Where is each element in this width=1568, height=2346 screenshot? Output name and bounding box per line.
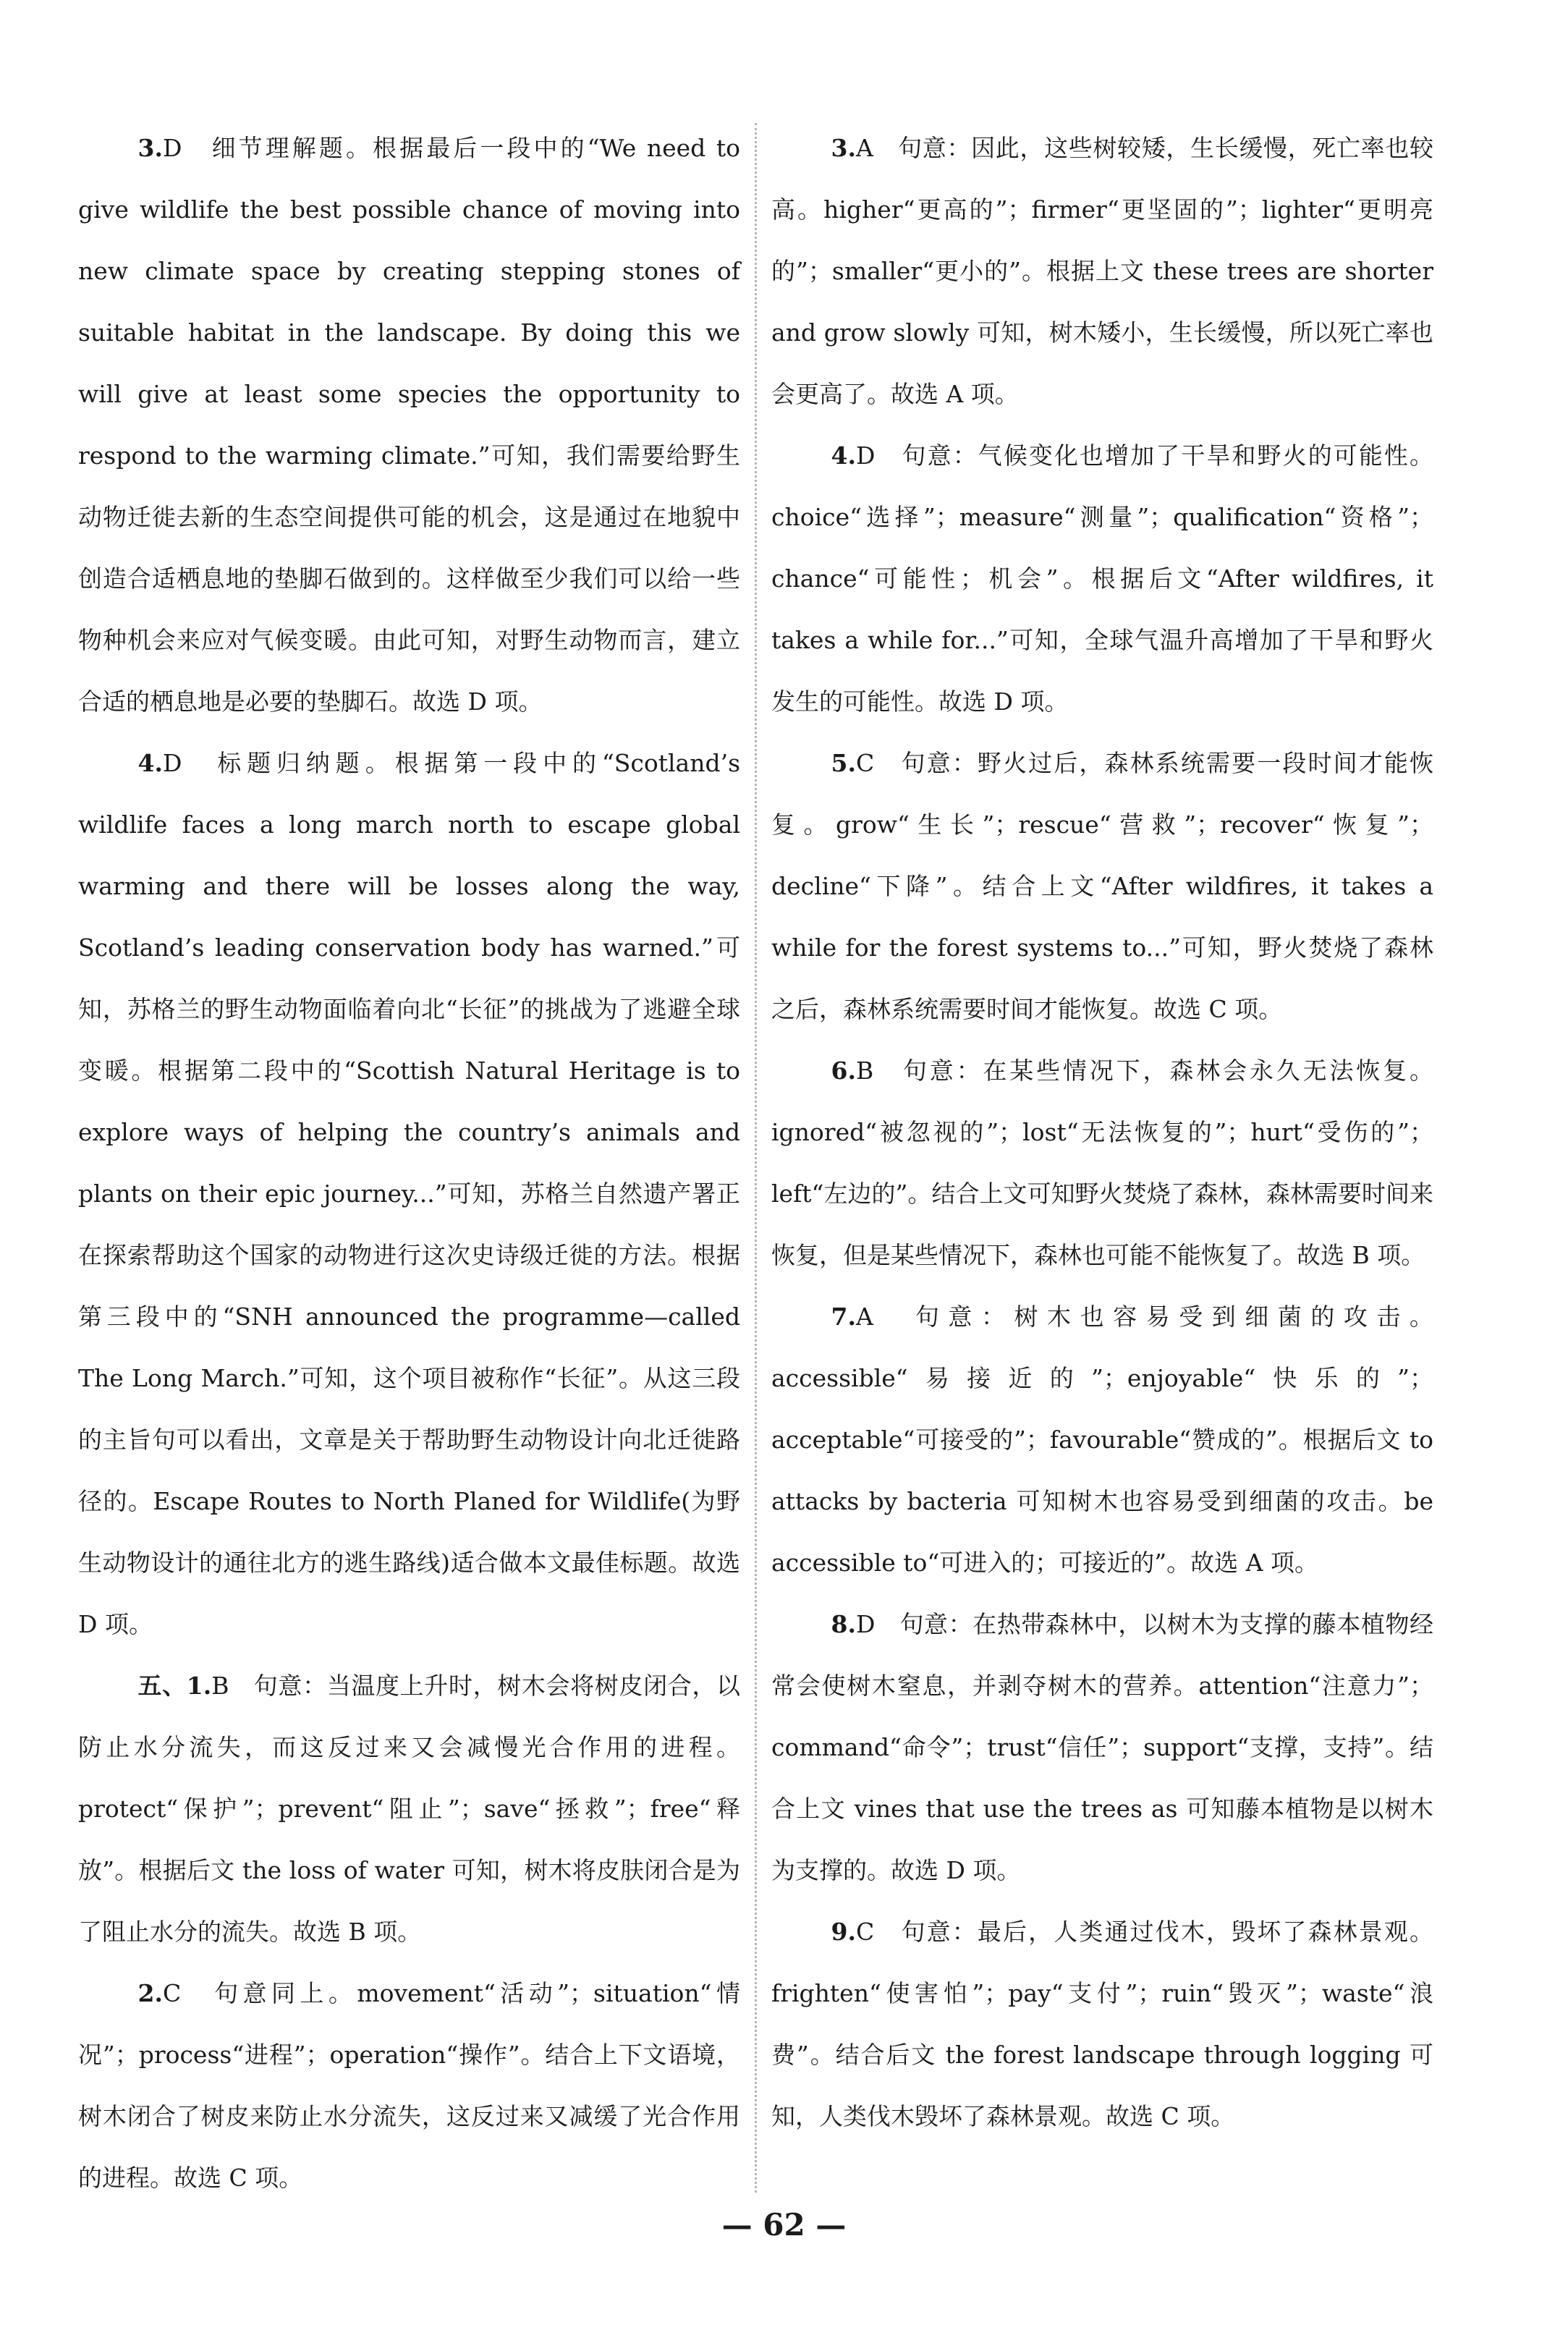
answer-paragraph [78,1655,740,1962]
item-number: 5. [831,749,856,777]
answer-paragraph [771,1040,1433,1286]
explanation-text: B 句意：当温度上升时，树木会将树皮闭合，以防止水分流失，而这反过来又会减慢光合作用的进程。protect“保护”；prevent“阻止”；save“拯救”；free“释放”。根据后文 the loss of water 可知，树木将皮肤闭合是为了阻止水分的流失。故选 B 项。 [78,1672,740,1946]
explanation-text: A 句意：树木也容易受到细菌的攻击。accessible“易接近的”；enjoyable“快乐的”；acceptable“可接受的”；favourable“赞成的”。根据后文 to attacks by bacteria 可知树木也容易受到细菌的攻击。be accessible to“可进入的；可接近的”。故选 A 项。 [771,1303,1433,1577]
item-number: 3. [831,134,856,162]
item-number: 9. [831,1918,856,1946]
answer-paragraph [771,1593,1433,1901]
answer-paragraph [771,1901,1433,2147]
explanation-text: C 句意：最后，人类通过伐木，毁坏了森林景观。frighten“使害怕”；pay“支付”；ruin“毁灭”；waste“浪费”。结合后文 the forest landscape through logging 可知，人类伐木毁坏了森林景观。故选 C 项。 [771,1918,1433,2130]
explanation-text: C 句意同上。movement“活动”；situation“情况”；process“进程”；operation“操作”。结合上下文语境，树木闭合了树皮来防止水分流失，这反过来又减缓了光合作用的进程。故选 C 项。 [78,1979,740,2192]
answer-paragraph [771,1286,1433,1593]
explanation-text: D 细节理解题。根据最后一段中的“We need to give wildlife the best possible chance of moving into new climate space by creating stepping stones of suitable habitat in the landscape. By doing this we will give at least some species the opportunity to respond to the warming climate.”可知，我们需要给野生动物迁徙去新的生态空间提供可能的机会，这是通过在地貌中创造合适栖息地的垫脚石做到的。这样做至少我们可以给一些物种机会来应对气候变暖。由此可知，对野生动物而言，建立合适的栖息地是必要的垫脚石。故选 D 项。 [78,134,740,716]
answer-paragraph [78,732,740,1655]
item-number: 7. [831,1303,856,1331]
explanation-text: C 句意：野火过后，森林系统需要一段时间才能恢复。grow“生长”；rescue“营救”；recover“恢复”；decline“下降”。结合上文“After wildfires, it takes a while for the forest systems to...”可知，野火焚烧了森林之后，森林系统需要时间才能恢复。故选 C 项。 [771,749,1433,1023]
right-column [771,117,1433,2147]
answer-paragraph [771,425,1433,732]
item-number: 4. [831,441,856,470]
explanation-text: B 句意：在某些情况下，森林会永久无法恢复。ignored“被忽视的”；lost“无法恢复的”；hurt“受伤的”；left“左边的”。结合上文可知野火焚烧了森林，森林需要时间来恢复，但是某些情况下，森林也可能不能恢复了。故选 B 项。 [771,1056,1433,1269]
page-number: — 62 — [721,2207,847,2243]
item-number: 4. [137,749,163,777]
item-number: 2. [137,1979,163,2007]
answer-paragraph [78,1962,740,2209]
item-number: 五、1. [137,1672,212,1700]
answer-paragraph [78,117,740,732]
answer-paragraph [771,732,1433,1040]
item-number: 8. [831,1610,856,1638]
explanation-text: A 句意：因此，这些树较矮，生长缓慢，死亡率也较高。higher“更高的”；firmer“更坚固的”；lighter“更明亮的”；smaller“更小的”。根据上文 these trees are shorter and grow slowly 可知，树木矮小，生长缓慢，所以死亡率也会更高了。故选 A 项。 [771,134,1433,408]
item-number: 6. [831,1056,856,1085]
explanation-text: D 句意：在热带森林中，以树木为支撑的藤本植物经常会使树木窒息，并剥夺树木的营养。attention“注意力”；command“命令”；trust“信任”；support“支撑，支持”。结合上文 vines that use the trees as 可知藤本植物是以树木为支撑的。故选 D 项。 [771,1610,1433,1884]
item-number: 3. [137,134,163,162]
explanation-text: D 句意：气候变化也增加了干旱和野火的可能性。choice“选择”；measure“测量”；qualification“资格”；chance“可能性；机会”。根据后文“After wildfires, it takes a while for...”可知，全球气温升高增加了干旱和野火发生的可能性。故选 D 项。 [771,441,1433,716]
column-divider [755,123,757,2193]
answer-paragraph [771,117,1433,425]
explanation-text: D 标题归纳题。根据第一段中的“Scotland’s wildlife faces a long march north to escape global warming and there will be losses along the way, Scotland’s leading conservation body has warned.”可知，苏格兰的野生动物面临着向北“长征”的挑战为了逃避全球变暖。根据第二段中的“Scottish Natural Heritage is to explore ways of helping the country’s animals and plants on their epic journey...”可知，苏格兰自然遗产署正在探索帮助这个国家的动物进行这次史诗级迁徙的方法。根据第三段中的“SNH announced the programme—called The Long March.”可知，这个项目被称作“长征”。从这三段的主旨句可以看出，文章是关于帮助野生动物设计向北迁徙路径的。Escape Routes to North Planed for Wildlife(为野生动物设计的通往北方的逃生路线)适合做本文最佳标题。故选 D 项。 [78,749,740,1638]
left-column [78,117,740,2209]
